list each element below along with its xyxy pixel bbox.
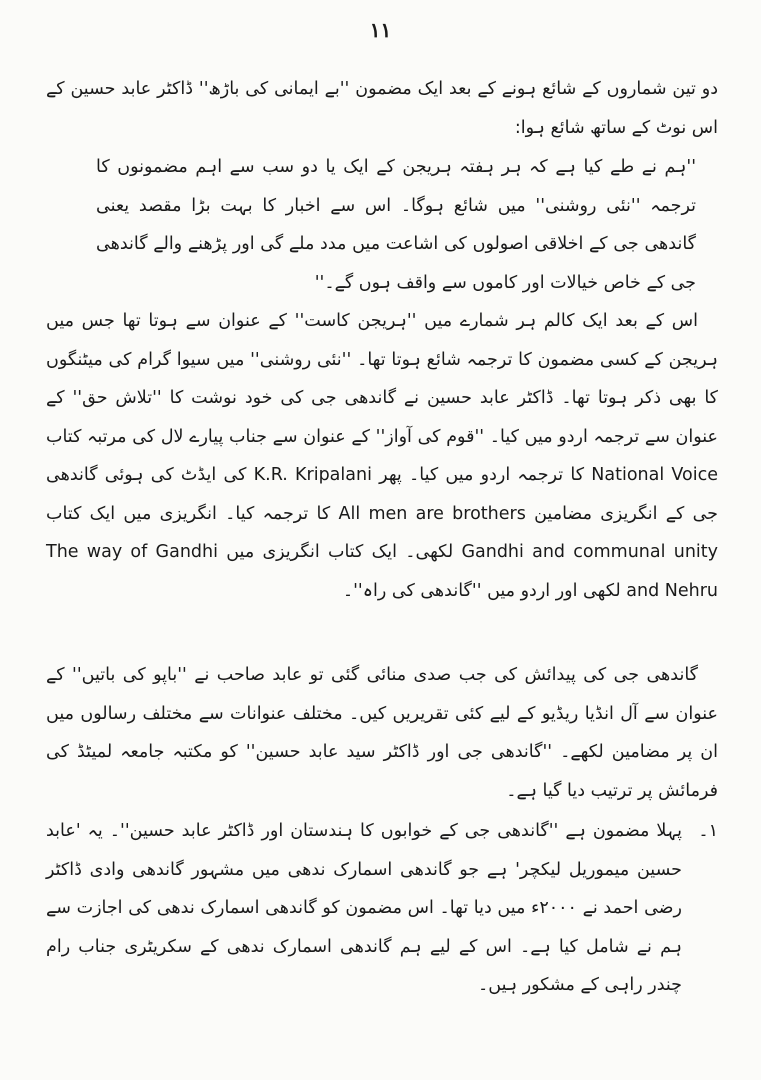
intro-paragraph: [46, 70, 718, 147]
list-item-text: پہلا مضمون ہے ''گاندھی جی کے خوابوں کا ہندستان اور ڈاکٹر عابد حسین''۔ یہ 'عابد حسین میموریل لیکچر' ہے جو گاندھی اسمارک ندھی میں مشہور گاندھی وادی ڈاکٹر رضی احمد نے ۲۰۰۰ء میں دیا تھا۔ اس مضمون کو گاندھی اسمارک ندھی کی اجازت سے ہم نے شامل کیا ہے۔ اس کے لیے ہم گاندھی اسمارک ندھی کے سکریٹری جناب رام چندر راہی کے مشکور ہیں۔: [46, 821, 682, 995]
body-paragraph: [46, 656, 718, 810]
page-number: ۱۱: [369, 18, 392, 42]
paragraph-text: اس کے بعد ایک کالم ہر شمارے میں ''ہریجن کاست'' کے عنوان سے ہوتا تھا جس میں ہریجن کے کسی مضمون کا ترجمہ شائع ہوتا تھا۔ ''نئی روشنی'' میں سیوا گرام کی میٹنگوں کا بھی ذکر ہوتا تھا۔ ڈاکٹر عابد حسین نے گاندھی جی کی خود نوشت کا ''تلاش حق'' کے عنوان سے ترجمہ اردو میں کیا۔ ''قوم کی آواز'' کے عنوان سے جناب پیارے لال کی مرتبہ کتاب National Voice کا ترجمہ اردو میں کیا۔ پھر K.R. Kripalani کی ایڈٹ کی ہوئی گاندھی جی کے انگریزی مضامین All men are brothers کا ترجمہ کیا۔ انگریزی میں ایک کتاب Gandhi and communal unity لکھی۔ ایک کتاب انگریزی میں The way of Gandhi and Nehru لکھی اور اردو میں ''گاندھی کی راہ''۔: [46, 311, 719, 601]
body-paragraph: [46, 302, 718, 610]
paragraph-text: دو تین شماروں کے شائع ہونے کے بعد ایک مضمون ''بے ایمانی کی باڑھ'' ڈاکٹر عابد حسین کے اس نوٹ کے ساتھ شائع ہوا:: [46, 79, 718, 138]
numbered-list: [46, 812, 718, 1005]
paragraph-text: گاندھی جی کی پیدائش کی جب صدی منائی گئی تو عابد صاحب نے ''باپو کی باتیں'' کے عنوان سے آل انڈیا ریڈیو کے لیے کئی تقریریں کیں۔ مختلف عنوانات سے مختلف رسالوں میں ان پر مضامین لکھے۔ ''گاندھی جی اور ڈاکٹر سید عابد حسین'' کو مکتبہ جامعہ لمیٹڈ کی فرمائش پر ترتیب دیا گیا ہے۔: [46, 665, 718, 801]
list-item-number: ۱۔: [698, 821, 718, 841]
quote-text: ''ہم نے طے کیا ہے کہ ہر ہفتہ ہریجن کے ایک یا دو سب سے اہم مضمونوں کا ترجمہ ''نئی روشنی'' میں شائع ہوگا۔ اس سے اخبار کا بہت بڑا مقصد یعنی گاندھی جی کے اخلاقی اصولوں کی اشاعت میں مدد ملے گی اور پڑھنے والے گاندھی جی کے خاص خیالات اور کاموں سے واقف ہوں گے۔'': [96, 157, 696, 293]
quoted-note: [96, 148, 696, 302]
list-item: [46, 812, 718, 1005]
